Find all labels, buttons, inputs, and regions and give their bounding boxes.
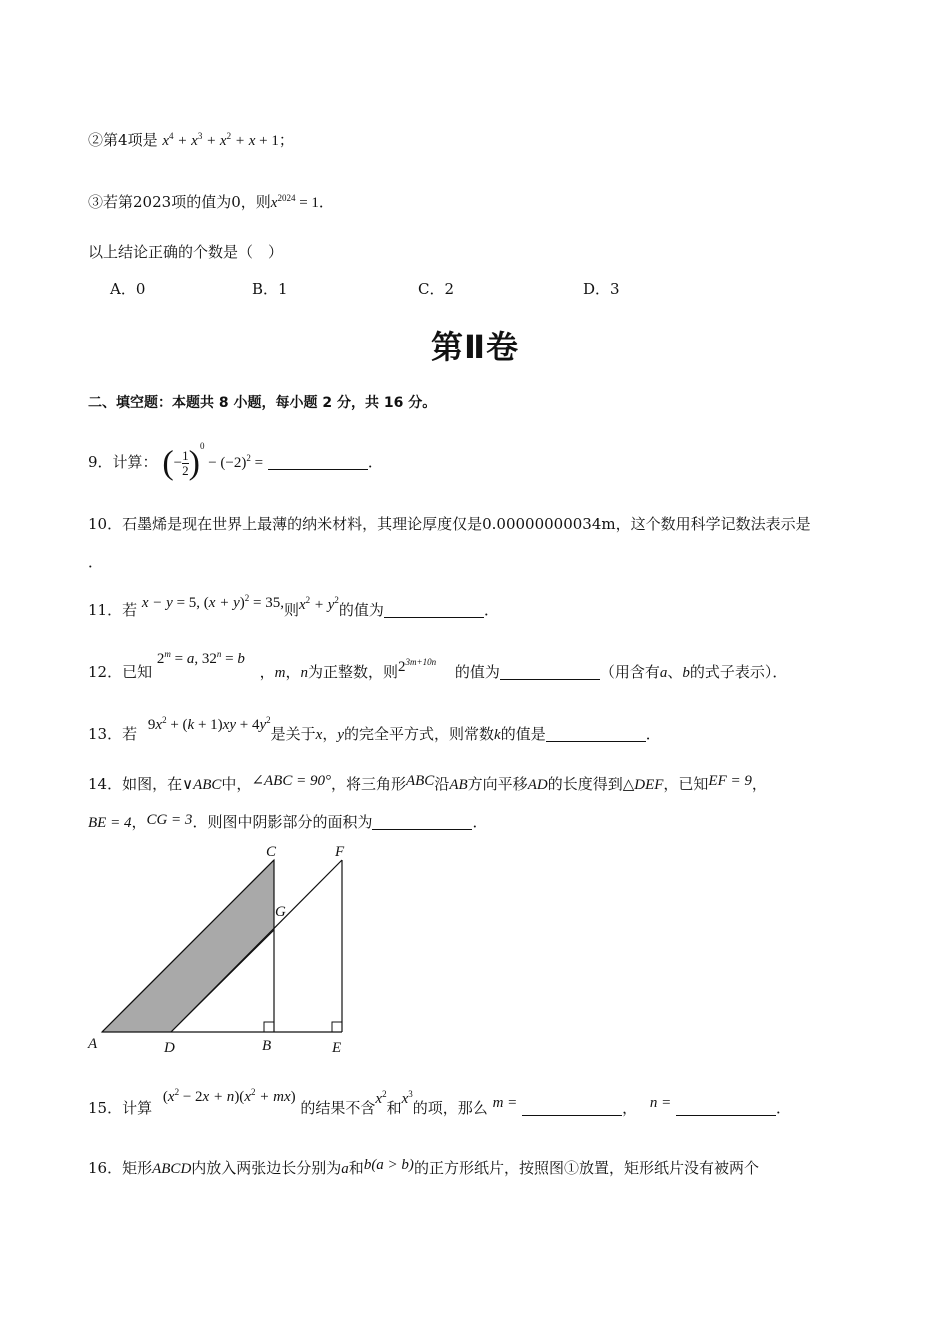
q11-target: $x^2 + y^2$	[298, 595, 339, 613]
label-c: C	[266, 844, 277, 860]
section-heading: 二、填空题：本题共 8 小题，每小题 2 分，共 16 分。	[88, 395, 437, 411]
answer-blank-13[interactable]	[546, 725, 646, 742]
question-13: 13．若 $9x^2 + (k + 1)xy + 4y^2$是关于x，y的完全平方式，则常数k的值是 ．	[88, 715, 661, 743]
question-11: 11．若 x − y = 5, $(x + y)^2 = 35$,则$x^2 + y^2$的值为 ．	[88, 593, 499, 619]
right-angle-e	[332, 1022, 342, 1032]
choice-c: C．2	[418, 280, 455, 298]
statement-3: ③若第2023项的值为0，则$x^{2024} = 1$．	[88, 193, 334, 211]
right-angle-b	[264, 1022, 274, 1032]
statement-2: ②第4项是 $x^4 + x^3 + x^2 + x + 1$；	[88, 131, 294, 149]
label-a: A	[88, 1036, 98, 1052]
question-9: 9．计算： (− $\frac{1}{2}$ )$^0 - (-2)^2$ = ．	[88, 441, 383, 482]
question-16: 16．矩形ABCD内放入两张边长分别为a和b(a > b)的正方形纸片，按照图①放置，矩形纸片没有被两个	[88, 1157, 759, 1177]
answer-blank-12[interactable]	[500, 663, 600, 680]
question-10-end: ．	[88, 553, 104, 571]
q9-expression: (− $\frac{1}{2}$ )$^0 - (-2)^2$ =	[162, 441, 264, 482]
answer-blank-14[interactable]	[372, 813, 472, 830]
answer-blank-9[interactable]	[268, 453, 368, 470]
answer-blank-11[interactable]	[384, 601, 484, 618]
choice-b: B．1	[252, 280, 288, 298]
question-15: 15．计算 $(x^2 - 2x + n)(x^2 + mx)$ 的结果不含$x^2$和$x^3$的项，那么 m = ， n = ．	[88, 1087, 792, 1117]
answer-blank-15-n[interactable]	[676, 1099, 776, 1116]
choice-a: A．0	[110, 280, 146, 298]
label-g: G	[275, 904, 286, 920]
label-b: B	[262, 1038, 272, 1054]
polynomial-expression: $x^4 + x^3 + x^2 + x + 1$	[162, 131, 279, 149]
q15-x3: $x^3$	[401, 1089, 413, 1107]
question-12: 12．已知 2$^m$ = a, 32$^n$ = b ，m，n为正整数，则$2^{3m+10n}$ 的值为 （用含有a、b的式子表示）．	[88, 649, 788, 681]
q15-x2: $x^2$	[375, 1089, 387, 1107]
power-expression: $x^{2024} = 1$	[270, 193, 319, 211]
label-f: F	[335, 844, 345, 860]
question-10: 10．石墨烯是现在世界上最薄的纳米材料，其理论厚度仅是0.00000000034m，这个数用科学记数法表示是	[88, 515, 811, 533]
q12-condition: 2$^m$ = a, 32$^n$ = b	[156, 649, 245, 667]
answer-blank-15-m[interactable]	[522, 1099, 622, 1116]
question-8-stem: 以上结论正确的个数是（ ）	[88, 243, 284, 261]
label-e: E	[332, 1040, 342, 1056]
q11-condition: x − y = 5, $(x + y)^2 = 35$,	[141, 593, 284, 611]
q12-target: $2^{3m+10n}$	[398, 657, 437, 675]
thickness-value: 0.00000000034m	[482, 515, 616, 533]
choice-d: D．3	[583, 280, 620, 298]
question-14: 14．如图，在∨ABC中，∠ABC = 90°，将三角形ABC沿AB方向平移AD的长度得到△DEF，已知EF = 9，	[88, 773, 767, 793]
label-d: D	[164, 1040, 175, 1056]
section-title: 第Ⅱ卷	[430, 328, 520, 366]
translation-figure	[80, 840, 370, 1060]
q15-expression: $(x^2 - 2x + n)(x^2 + mx)$	[162, 1087, 296, 1105]
q13-expression: $9x^2 + (k + 1)xy + 4y^2$	[147, 715, 271, 733]
question-14-cont: BE = 4，CG = 3．则图中阴影部分的面积为 ．	[88, 812, 488, 831]
